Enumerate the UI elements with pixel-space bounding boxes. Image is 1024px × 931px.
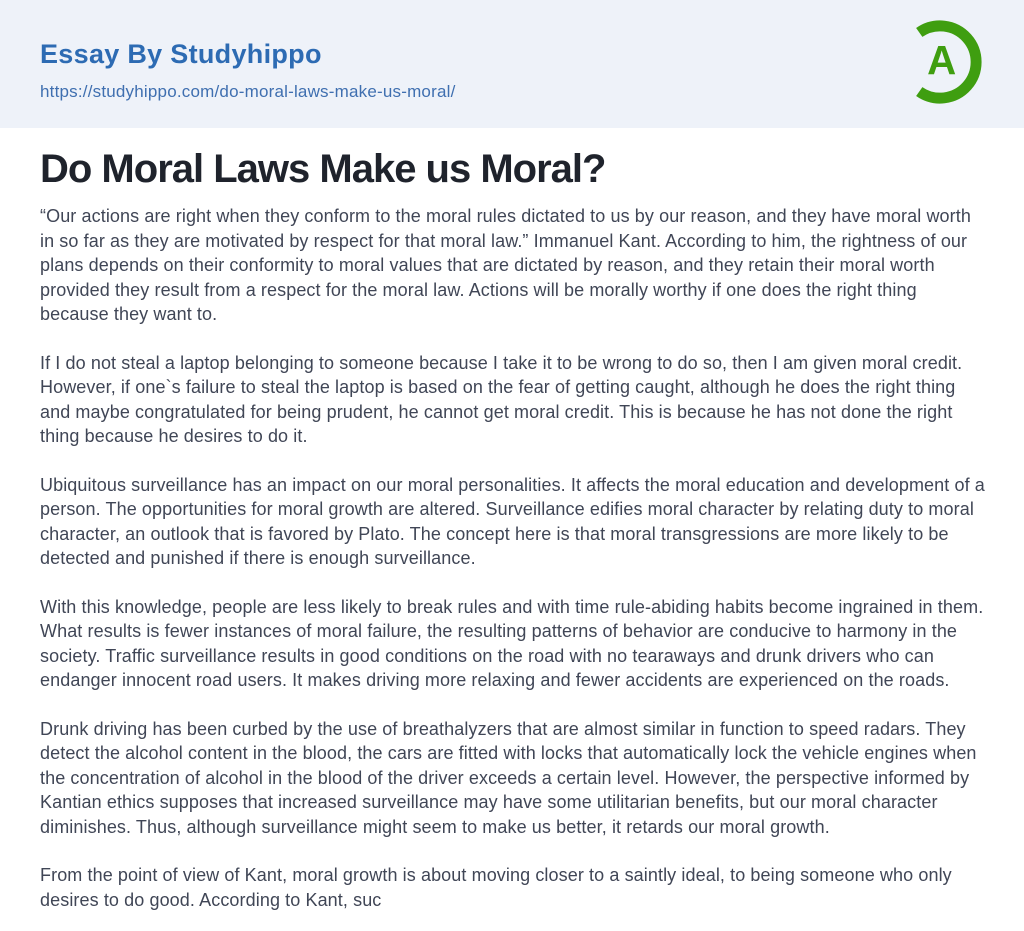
- article-paragraph-1: “Our actions are right when they conform to the moral rules dictated to us by our reason, and they have moral worth in so far as they are motivated by respect for that moral law.” Immanuel Kant. According to him, the rightness of our plans depends on their conformity to moral values that are dictated by reason, and they retain their moral worth provided they result from a respect for the moral law. Actions will be morally worthy if one does the right thing because they want to.: [40, 206, 971, 324]
- logo-a-icon: [898, 20, 982, 104]
- logo-letter: A: [927, 36, 957, 83]
- site-header: [0, 0, 1024, 128]
- header-text-block: [40, 40, 984, 102]
- article-paragraph-5: Drunk driving has been curbed by the use of breathalyzers that are almost similar in function to speed radars. They detect the alcohol content in the blood, the cars are fitted with locks that automatically lock the vehicle engines when the concentration of alcohol in the blood of the driver exceeds a certain level. However, the perspective informed by Kantian ethics supposes that increased surveillance may have some utilitarian benefits, but our moral character diminishes. Thus, although surveillance might seem to make us better, it retards our moral growth.: [40, 718, 977, 837]
- studyhippo-logo: [898, 20, 982, 104]
- site-title: Essay By Studyhippo: [40, 39, 322, 69]
- article-paragraph-3: Ubiquitous surveillance has an impact on our moral personalities. It affects the moral education and development of a person. The opportunities for moral growth are altered. Surveillance edifies moral character by relating duty to moral character, an outlook that is favored by Plato. The concept here is that moral transgressions are more likely to be detected and punished if there is enough surveillance.: [40, 474, 985, 568]
- article-paragraph-6: From the point of view of Kant, moral growth is about moving closer to a saintly ideal, to being someone who only desires to do good. According to Kant, suc: [40, 865, 952, 910]
- page-url-link[interactable]: https://studyhippo.com/do-moral-laws-make-us-moral/: [40, 81, 456, 101]
- article-paragraph-4: With this knowledge, people are less likely to break rules and with time rule-abiding habits become ingrained in them. What results is fewer instances of moral failure, the resulting patterns of behavior are conducive to harmony in the society. Traffic surveillance results in good conditions on the road with no tearaways and drunk drivers who can endanger innocent road users. It makes driving more relaxing and fewer accidents are experienced on the roads.: [40, 596, 984, 690]
- article-paragraph-2: If I do not steal a laptop belonging to someone because I take it to be wrong to do so, then I am given moral credit. However, if one`s failure to steal the laptop is based on the fear of getting caught, although he does the right thing and maybe congratulated for being prudent, he cannot get moral credit. This is because he has not done the right thing because he desires to do it.: [40, 352, 963, 446]
- article-body: [0, 147, 1024, 912]
- article-title: Do Moral Laws Make us Moral?: [40, 147, 606, 191]
